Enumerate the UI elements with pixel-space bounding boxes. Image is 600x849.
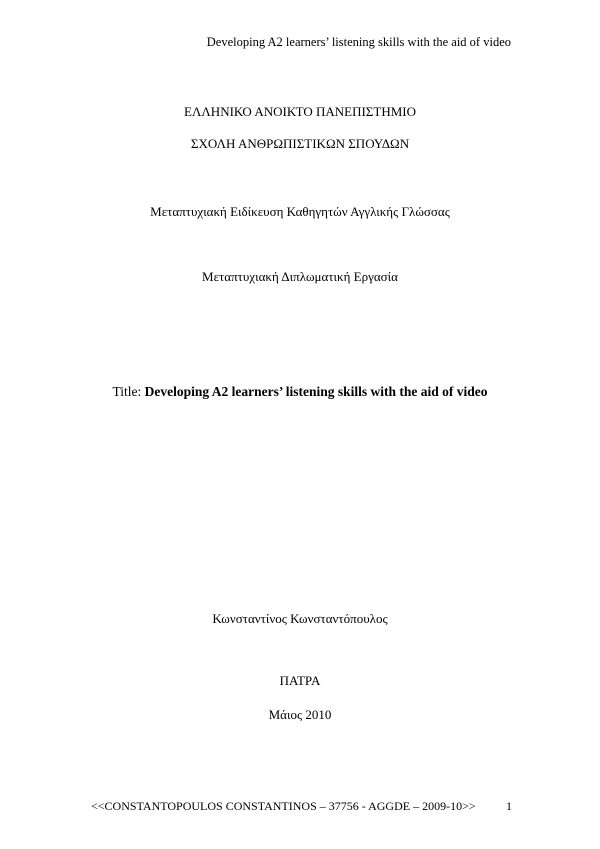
running-header: Developing A2 learners’ listening skills with the aid of video	[206, 35, 511, 49]
title-text: Developing A2 learners’ listening skills with the aid of video	[144, 384, 488, 399]
page-number: 1	[506, 799, 512, 813]
program-name: Μεταπτυχιακή Ειδίκευση Καθηγητών Αγγλικής Γλώσσας	[150, 204, 450, 219]
thesis-title	[0, 384, 600, 400]
document-type: Μεταπτυχιακή Διπλωματική Εργασία	[202, 269, 398, 284]
date: Μάιος 2010	[268, 707, 332, 722]
university-name: ΕΛΛΗΝΙΚΟ ΑΝΟΙΚΤΟ ΠΑΝΕΠΙΣΤΗΜΙΟ	[184, 104, 416, 119]
footer-text: <<CONSTANTOPOULOS CONSTANTINOS – 37756 - AGGDE – 2009-10>>	[91, 799, 476, 813]
city: ΠΑΤΡΑ	[279, 673, 321, 688]
author-name: Κωνσταντίνος Κωνσταντόπουλος	[212, 611, 388, 626]
title-label: Title:	[112, 384, 145, 399]
school-name: ΣΧΟΛΗ ΑΝΘΡΩΠΙΣΤΙΚΩΝ ΣΠΟΥΔΩΝ	[190, 136, 410, 151]
